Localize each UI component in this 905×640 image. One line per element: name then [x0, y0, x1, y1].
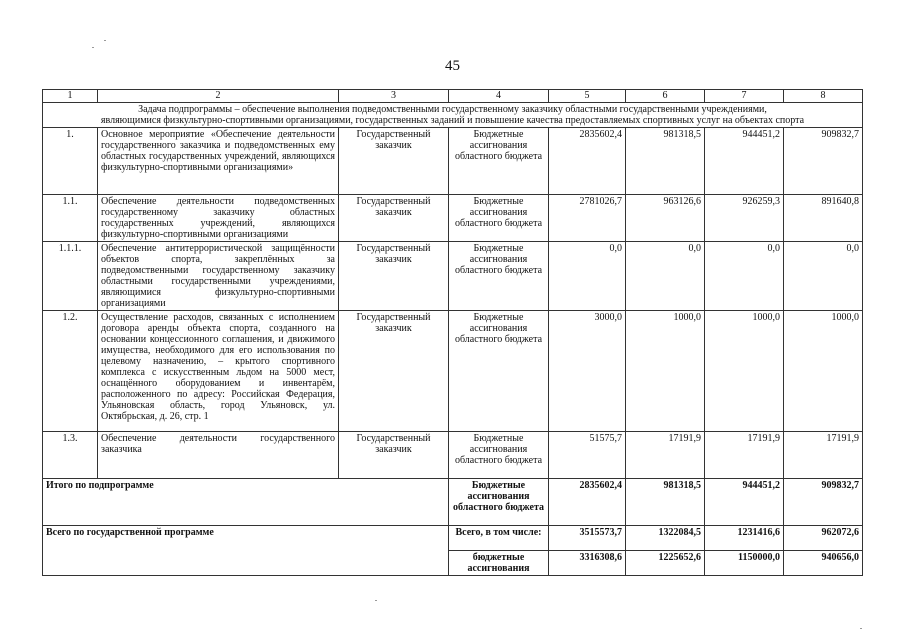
scan-speck — [92, 47, 94, 48]
customer-cell: Государственный заказчик — [339, 195, 449, 242]
value-year-2: 944451,2 — [705, 479, 784, 526]
activity-name: Обеспечение деятельности подведомственных государственному заказчику областных государственных учреждений, являющихся физкультурно-спортивными организациями — [98, 195, 339, 242]
value-year-1: 981318,5 — [626, 128, 705, 195]
task-line: Задача подпрограммы – обеспечение выполнения подведомственными государственному заказчику областными государственными учреждениями, — [138, 104, 767, 115]
header-cell: 3 — [339, 90, 449, 103]
table-row — [43, 432, 863, 479]
value-year-2: 17191,9 — [705, 432, 784, 479]
value-year-1: 1322084,5 — [626, 526, 705, 551]
value-year-2: 1000,0 — [705, 311, 784, 432]
header-cell: 4 — [449, 90, 549, 103]
header-cell: 5 — [549, 90, 626, 103]
scan-speck — [860, 628, 862, 629]
funding-source: Бюджетные ассигнования областного бюджета — [449, 311, 549, 432]
customer-cell: Государственный заказчик — [339, 311, 449, 432]
row-number: 1.1.1. — [43, 242, 98, 311]
activity-name: Осуществление расходов, связанных с исполнением договора аренды объекта спорта, созданного на основании концессионного соглашения, и движимого имущества, необходимого для его использования по целевому назначению, – крытого спортивного комплекса с искусственным льдом на 5000 мест, оснащённого оборудованием и инвентарём, расположенного по адресу: Российская Федерация, Ульяновская область, город Ульяновск, ул. Октябрьская, д. 26, стр. 1 — [98, 311, 339, 432]
table-row — [43, 242, 863, 311]
header-row — [43, 90, 863, 103]
value-year-1: 17191,9 — [626, 432, 705, 479]
value-total: 3515573,7 — [549, 526, 626, 551]
header-cell: 7 — [705, 90, 784, 103]
scan-speck — [104, 40, 106, 41]
funding-source: Бюджетные ассигнования областного бюджета — [449, 242, 549, 311]
task-description — [43, 103, 863, 128]
value-year-2: 1150000,0 — [705, 551, 784, 576]
table-row — [43, 195, 863, 242]
value-year-1: 1000,0 — [626, 311, 705, 432]
value-year-3: 940656,0 — [784, 551, 863, 576]
customer-cell: Государственный заказчик — [339, 242, 449, 311]
value-total: 3000,0 — [549, 311, 626, 432]
value-year-2: 944451,2 — [705, 128, 784, 195]
funding-source: бюджетные ассигнования — [449, 551, 549, 576]
header-cell: 8 — [784, 90, 863, 103]
value-total: 2835602,4 — [549, 128, 626, 195]
task-row — [43, 103, 863, 128]
value-year-2: 1231416,6 — [705, 526, 784, 551]
value-year-3: 891640,8 — [784, 195, 863, 242]
header-cell: 1 — [43, 90, 98, 103]
budget-table — [42, 89, 863, 576]
value-year-1: 0,0 — [626, 242, 705, 311]
total-label: Всего по государственной программе — [43, 526, 449, 576]
value-year-3: 909832,7 — [784, 128, 863, 195]
value-total: 51575,7 — [549, 432, 626, 479]
value-total: 3316308,6 — [549, 551, 626, 576]
value-year-3: 1000,0 — [784, 311, 863, 432]
header-cell: 6 — [626, 90, 705, 103]
table-row — [43, 128, 863, 195]
header-cell: 2 — [98, 90, 339, 103]
value-year-1: 963126,6 — [626, 195, 705, 242]
funding-source: Бюджетные ассигнования областного бюджета — [449, 432, 549, 479]
subtotal-label: Итого по подпрограмме — [43, 479, 449, 526]
subtotal-row — [43, 479, 863, 526]
value-total: 0,0 — [549, 242, 626, 311]
value-year-3: 909832,7 — [784, 479, 863, 526]
value-total: 2835602,4 — [549, 479, 626, 526]
scan-speck — [375, 600, 377, 601]
funding-source: Бюджетные ассигнования областного бюджета — [449, 128, 549, 195]
value-year-2: 0,0 — [705, 242, 784, 311]
row-number: 1.1. — [43, 195, 98, 242]
row-number: 1.3. — [43, 432, 98, 479]
value-year-1: 1225652,6 — [626, 551, 705, 576]
total-row — [43, 526, 863, 551]
row-number: 1. — [43, 128, 98, 195]
customer-cell: Государственный заказчик — [339, 128, 449, 195]
activity-name: Обеспечение антитеррористической защищённости объектов спорта, закреплённых за подведомственными государственному заказчику областными государственными учреждениями, являющимися физкультурно-спортивными организациями — [98, 242, 339, 311]
value-year-1: 981318,5 — [626, 479, 705, 526]
activity-name: Основное мероприятие «Обеспечение деятельности государственного заказчика и подведомственных ему областных государственных учреждений, являющихся физкультурно-спортивными организациями» — [98, 128, 339, 195]
value-year-3: 17191,9 — [784, 432, 863, 479]
page-number: 45 — [445, 58, 460, 74]
value-year-2: 926259,3 — [705, 195, 784, 242]
value-year-3: 0,0 — [784, 242, 863, 311]
task-line: являющимися физкультурно-спортивными организациями, государственных заданий и повышение качества предоставляемых спортивных услуг на объектах спорта — [100, 115, 805, 126]
funding-source: Бюджетные ассигнования областного бюджета — [449, 195, 549, 242]
value-year-3: 962072,6 — [784, 526, 863, 551]
table-row — [43, 311, 863, 432]
activity-name: Обеспечение деятельности государственного заказчика — [98, 432, 339, 479]
customer-cell: Государственный заказчик — [339, 432, 449, 479]
row-number: 1.2. — [43, 311, 98, 432]
funding-source: Бюджетные ассигнования областного бюджета — [449, 479, 549, 526]
funding-source: Всего, в том числе: — [449, 526, 549, 551]
value-total: 2781026,7 — [549, 195, 626, 242]
